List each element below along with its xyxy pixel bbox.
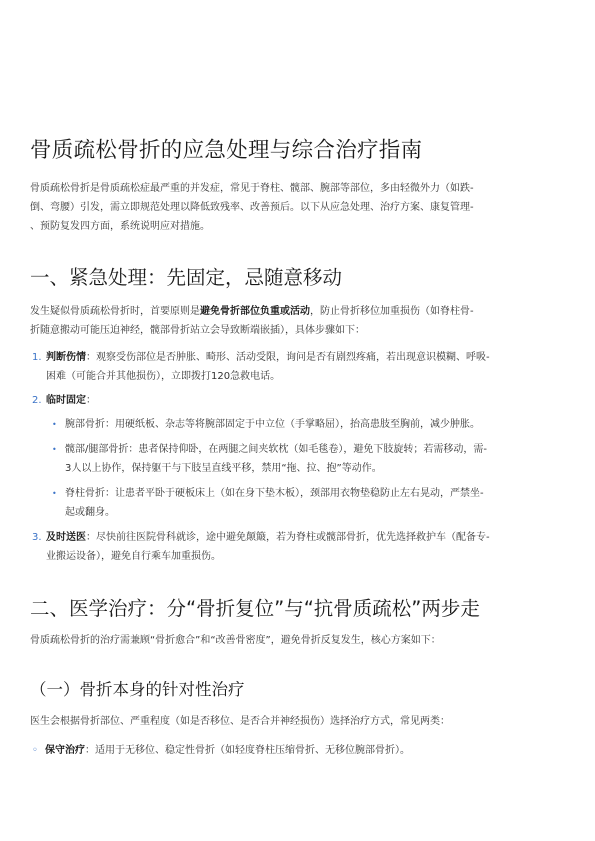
section-2-heading: 二、医学治疗：分“骨折复位”与“抗骨质疏松”两步走 [30,597,480,620]
section-1-text-cont: ，防止骨折移位加重损伤（如脊柱骨- [310,306,474,317]
intro-line-2: 倒、弯腰）引发，需立即规范处理以降低致残率、改善预后。以下从应急处理、治疗方案、康复管理- [30,202,474,213]
section-1-heading: 一、紧急处理：先固定，忌随意移动 [30,266,343,289]
bullet-icon: • [52,445,57,454]
sub-item-text-line-2: 起或翻身。 [65,507,115,518]
bullet-icon: • [52,489,57,498]
circle-bullet-icon: ◦ [32,745,38,756]
sub-item-text: 脊柱骨折：让患者平卧于硬板床上（如在身下垫木板），颈部用衣物垫稳防止左右晃动，严禁坐- [65,488,484,499]
list-item-seek-medical-care [30,528,580,566]
sub-item-wrist-fracture [50,415,581,434]
list-number: 1. [32,352,42,363]
list-number: 2. [32,395,42,406]
list-item-label: 保守治疗 [45,745,85,756]
sub-item-text-line-2: 3人以上协作，保持躯干与下肢呈直线平移，禁用“拖、拉、抱”等动作。 [65,463,382,474]
intro-line-3: 、预防复发四方面，系统说明应对措施。 [30,221,210,232]
sub-item-text: 髋部/腿部骨折：患者保持仰卧，在两腿之间夹软枕（如毛毯卷），避免下肢旋转；若需移动，需- [65,444,487,455]
list-item-text-line-2: 业搬运设备），避免自行乘车加重损伤。 [46,551,221,562]
subsection-heading: （一）骨折本身的针对性治疗 [30,680,245,699]
sub-item-spine-fracture [50,484,581,522]
subsection-paragraph: 医生会根据骨折部位、严重程度（如是否移位、是否合并神经损伤）选择治疗方式，常见两类： [30,716,450,727]
list-item-label: 判断伤情 [46,352,86,363]
list-item-conservative-treatment [30,741,575,760]
sub-item-text: 腕部骨折：用硬纸板、杂志等将腕部固定于中立位（手掌略屈），抬高患肢至胸前，减少肿胀。 [65,419,480,430]
section-2-paragraph: 骨质疏松骨折的治疗需兼顾“骨折愈合”和“改善骨密度”，避免骨折反复发生，核心方案如下： [30,635,441,646]
intro-line-1: 骨质疏松骨折是骨质疏松症最严重的并发症，常见于脊柱、髋部、腕部等部位，多由轻微外力（如跌- [30,183,474,194]
list-item-text: ：适用于无移位、稳定性骨折（如轻度脊柱压缩骨折、无移位腕部骨折）。 [85,745,410,756]
list-item-label: 临时固定 [46,395,86,406]
page-title: 骨质疏松骨折的应急处理与综合治疗指南 [30,138,423,163]
list-item-temporary-fixation [30,391,580,410]
list-item-text: ：尽快前往医院骨科就诊，途中避免颠簸，若为脊柱或髋部骨折，优先选择救护车（配备专- [86,532,490,543]
list-number: 3. [32,532,42,543]
list-item-text: ： [86,395,96,406]
sub-item-hip-leg-fracture [50,440,581,478]
bullet-icon: • [52,420,57,429]
section-1-emphasis: 避免骨折部位负重或活动 [200,306,310,317]
list-item-label: 及时送医 [46,532,86,543]
section-1-text: 发生疑似骨质疏松骨折时，首要原则是 [30,306,200,317]
list-item-assess-injury [30,348,580,386]
list-item-text-line-2: 困难（可能合并其他损伤），立即拨打120急救电话。 [46,371,281,382]
section-1-paragraph [30,302,568,340]
section-1-text-line-2: 折随意搬动可能压迫神经，髋部骨折站立会导致断端嵌插），具体步骤如下： [30,325,365,336]
list-item-text: ：观察受伤部位是否肿胀、畸形、活动受限，询问是否有剧烈疼痛，若出现意识模糊、呼吸- [86,352,490,363]
intro-paragraph [30,179,568,236]
